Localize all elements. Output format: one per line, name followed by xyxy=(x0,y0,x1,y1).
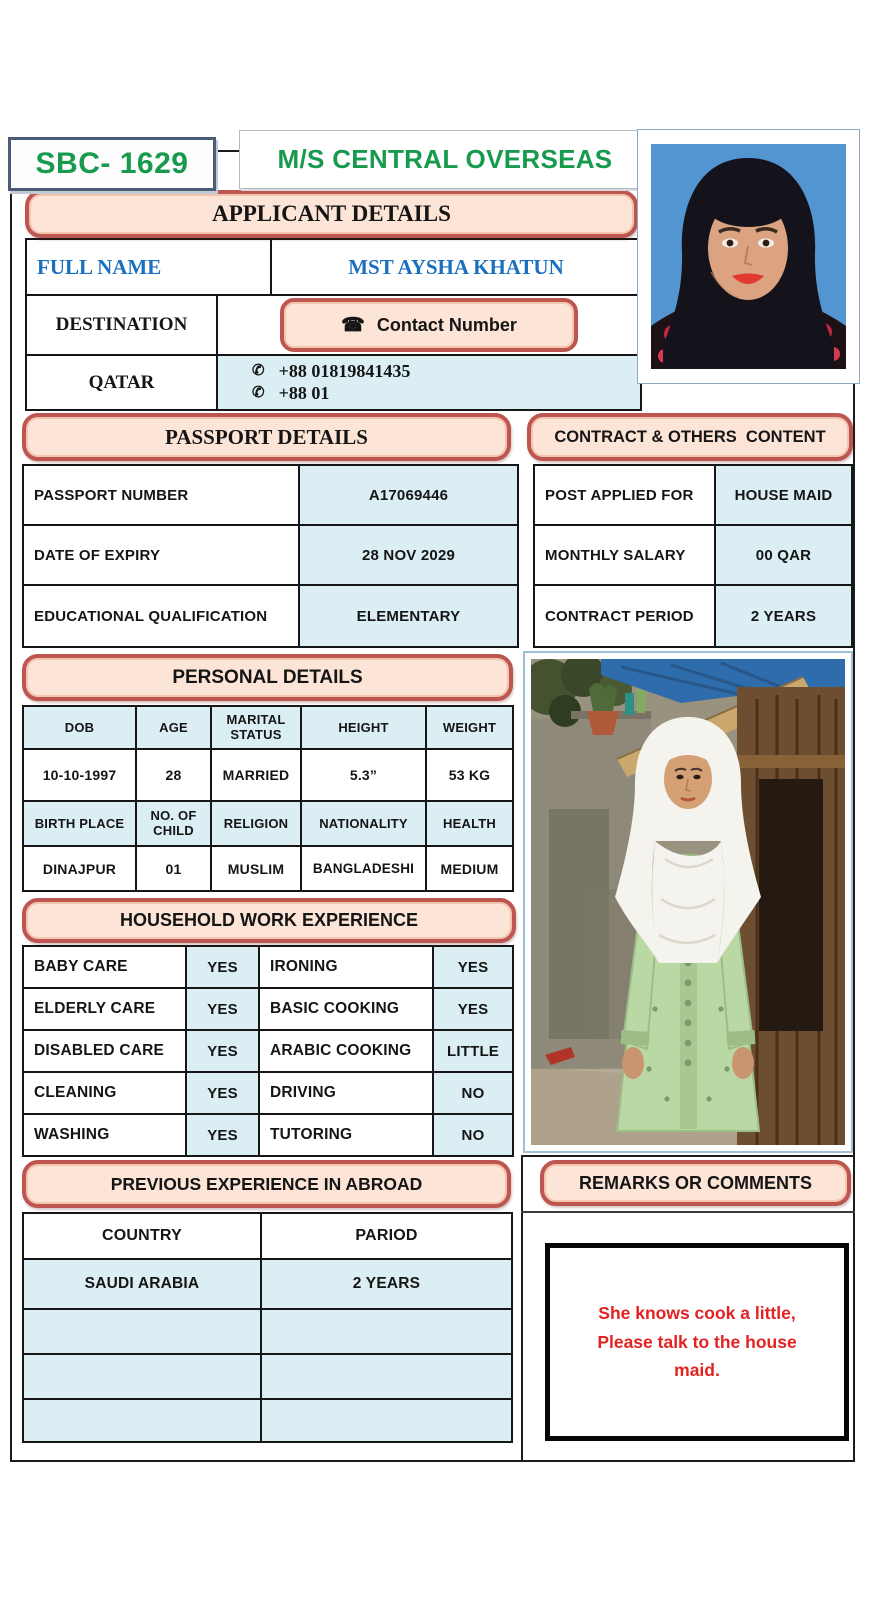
reference-code: SBC- 1629 xyxy=(35,147,189,180)
remarks-header: REMARKS OR COMMENTS xyxy=(540,1160,851,1206)
height-value: 5.3” xyxy=(300,748,427,802)
country-column-header: COUNTRY xyxy=(22,1212,262,1260)
post-applied-label: POST APPLIED FOR xyxy=(533,464,716,526)
skill-tutoring: TUTORING xyxy=(258,1113,434,1157)
telephone-receiver-icon: ✆ xyxy=(252,385,265,401)
phone-numbers-cell xyxy=(216,354,642,411)
skill-arabic-cooking: ARABIC COOKING xyxy=(258,1029,434,1073)
telephone-receiver-icon: ✆ xyxy=(252,363,265,379)
abroad-empty-cell xyxy=(22,1308,262,1355)
destination-value-cell: QATAR xyxy=(25,354,218,411)
abroad-empty-cell xyxy=(260,1353,513,1400)
skill-washing-answer: YES xyxy=(185,1113,260,1157)
abroad-empty-cell xyxy=(22,1353,262,1400)
skill-baby-care-answer: YES xyxy=(185,945,260,989)
religion-value: MUSLIM xyxy=(210,845,302,892)
nationality-header: NATIONALITY xyxy=(300,800,427,847)
age-value: 28 xyxy=(135,748,212,802)
weight-value: 53 KG xyxy=(425,748,514,802)
dob-value: 10-10-1997 xyxy=(22,748,137,802)
skill-arabic-cooking-answer: LITTLE xyxy=(432,1029,514,1073)
skill-elderly-care: ELDERLY CARE xyxy=(22,987,187,1031)
abroad-country-value: SAUDI ARABIA xyxy=(22,1258,262,1310)
company-name-box xyxy=(239,130,651,189)
phone-number-line xyxy=(252,361,410,382)
fullbody-illustration xyxy=(531,659,845,1145)
contact-number-label: Contact Number xyxy=(376,314,517,335)
education-label: EDUCATIONAL QUALIFICATION xyxy=(22,584,300,648)
passport-number-value: A17069446 xyxy=(298,464,519,526)
skill-disabled-care: DISABLED CARE xyxy=(22,1029,187,1073)
skill-ironing-answer: YES xyxy=(432,945,514,989)
date-of-expiry-value: 28 NOV 2029 xyxy=(298,524,519,586)
passport-details-header: PASSPORT DETAILS xyxy=(22,413,511,461)
full-name-value-cell: MST AYSHA KHATUN xyxy=(270,238,642,296)
skill-cleaning: CLEANING xyxy=(22,1071,187,1115)
phone-number-2: +88 01 xyxy=(278,383,330,403)
contract-content-header: CONTRACT & OTHERS CONTENT xyxy=(527,413,853,461)
applicant-headshot-photo xyxy=(637,129,860,384)
remarks-box xyxy=(545,1243,849,1441)
height-header: HEIGHT xyxy=(300,705,427,750)
abroad-empty-cell xyxy=(260,1308,513,1355)
skill-driving: DRIVING xyxy=(258,1071,434,1115)
phone-number-line xyxy=(252,383,329,404)
phone-number-1: +88 01819841435 xyxy=(278,361,411,381)
health-value: MEDIUM xyxy=(425,845,514,892)
divider-line xyxy=(521,1155,523,1462)
contact-number-badge xyxy=(280,298,578,352)
skill-elderly-care-answer: YES xyxy=(185,987,260,1031)
passport-number-label: PASSPORT NUMBER xyxy=(22,464,300,526)
remarks-text: She knows cook a little, Please talk to the house maid. xyxy=(597,1302,797,1381)
no-of-child-header: NO. OF CHILD xyxy=(135,800,212,847)
skill-basic-cooking: BASIC COOKING xyxy=(258,987,434,1031)
skill-basic-cooking-answer: YES xyxy=(432,987,514,1031)
monthly-salary-label: MONTHLY SALARY xyxy=(533,524,716,586)
company-name: M/S CENTRAL OVERSEAS xyxy=(277,144,613,174)
reference-code-box xyxy=(8,137,216,191)
skill-cleaning-answer: YES xyxy=(185,1071,260,1115)
period-column-header: PARIOD xyxy=(260,1212,513,1260)
religion-header: RELIGION xyxy=(210,800,302,847)
health-header: HEALTH xyxy=(425,800,514,847)
telephone-icon: ☎ xyxy=(341,314,365,336)
marital-status-value: MARRIED xyxy=(210,748,302,802)
applicant-details-header xyxy=(25,190,638,238)
marital-status-header: MARITAL STATUS xyxy=(210,705,302,750)
full-name-label-cell: FULL NAME xyxy=(25,238,272,296)
birth-place-header: BIRTH PLACE xyxy=(22,800,137,847)
previous-experience-header: PREVIOUS EXPERIENCE IN ABROAD xyxy=(22,1160,511,1208)
age-header: AGE xyxy=(135,705,212,750)
weight-header: WEIGHT xyxy=(425,705,514,750)
skill-baby-care: BABY CARE xyxy=(22,945,187,989)
contact-number-cell xyxy=(216,294,642,356)
contract-period-label: CONTRACT PERIOD xyxy=(533,584,716,648)
abroad-empty-cell xyxy=(260,1398,513,1443)
abroad-period-value: 2 YEARS xyxy=(260,1258,513,1310)
personal-details-header: PERSONAL DETAILS xyxy=(22,654,513,701)
monthly-salary-value: 00 QAR xyxy=(714,524,853,586)
headshot-illustration xyxy=(651,144,846,369)
applicant-fullbody-photo xyxy=(523,651,853,1153)
household-experience-header: HOUSEHOLD WORK EXPERIENCE xyxy=(22,898,516,943)
nationality-value: BANGLADESHI xyxy=(300,845,427,892)
no-of-child-value: 01 xyxy=(135,845,212,892)
applicant-details-title: APPLICANT DETAILS xyxy=(212,201,451,226)
destination-label-cell: DESTINATION xyxy=(25,294,218,356)
skill-disabled-care-answer: YES xyxy=(185,1029,260,1073)
post-applied-value: HOUSE MAID xyxy=(714,464,853,526)
birth-place-value: DINAJPUR xyxy=(22,845,137,892)
education-value: ELEMENTARY xyxy=(298,584,519,648)
date-of-expiry-label: DATE OF EXPIRY xyxy=(22,524,300,586)
skill-washing: WASHING xyxy=(22,1113,187,1157)
skill-ironing: IRONING xyxy=(258,945,434,989)
abroad-empty-cell xyxy=(22,1398,262,1443)
skill-tutoring-answer: NO xyxy=(432,1113,514,1157)
divider-line xyxy=(521,1155,855,1157)
skill-driving-answer: NO xyxy=(432,1071,514,1115)
contract-period-value: 2 YEARS xyxy=(714,584,853,648)
divider-line xyxy=(521,1211,855,1213)
dob-header: DOB xyxy=(22,705,137,750)
